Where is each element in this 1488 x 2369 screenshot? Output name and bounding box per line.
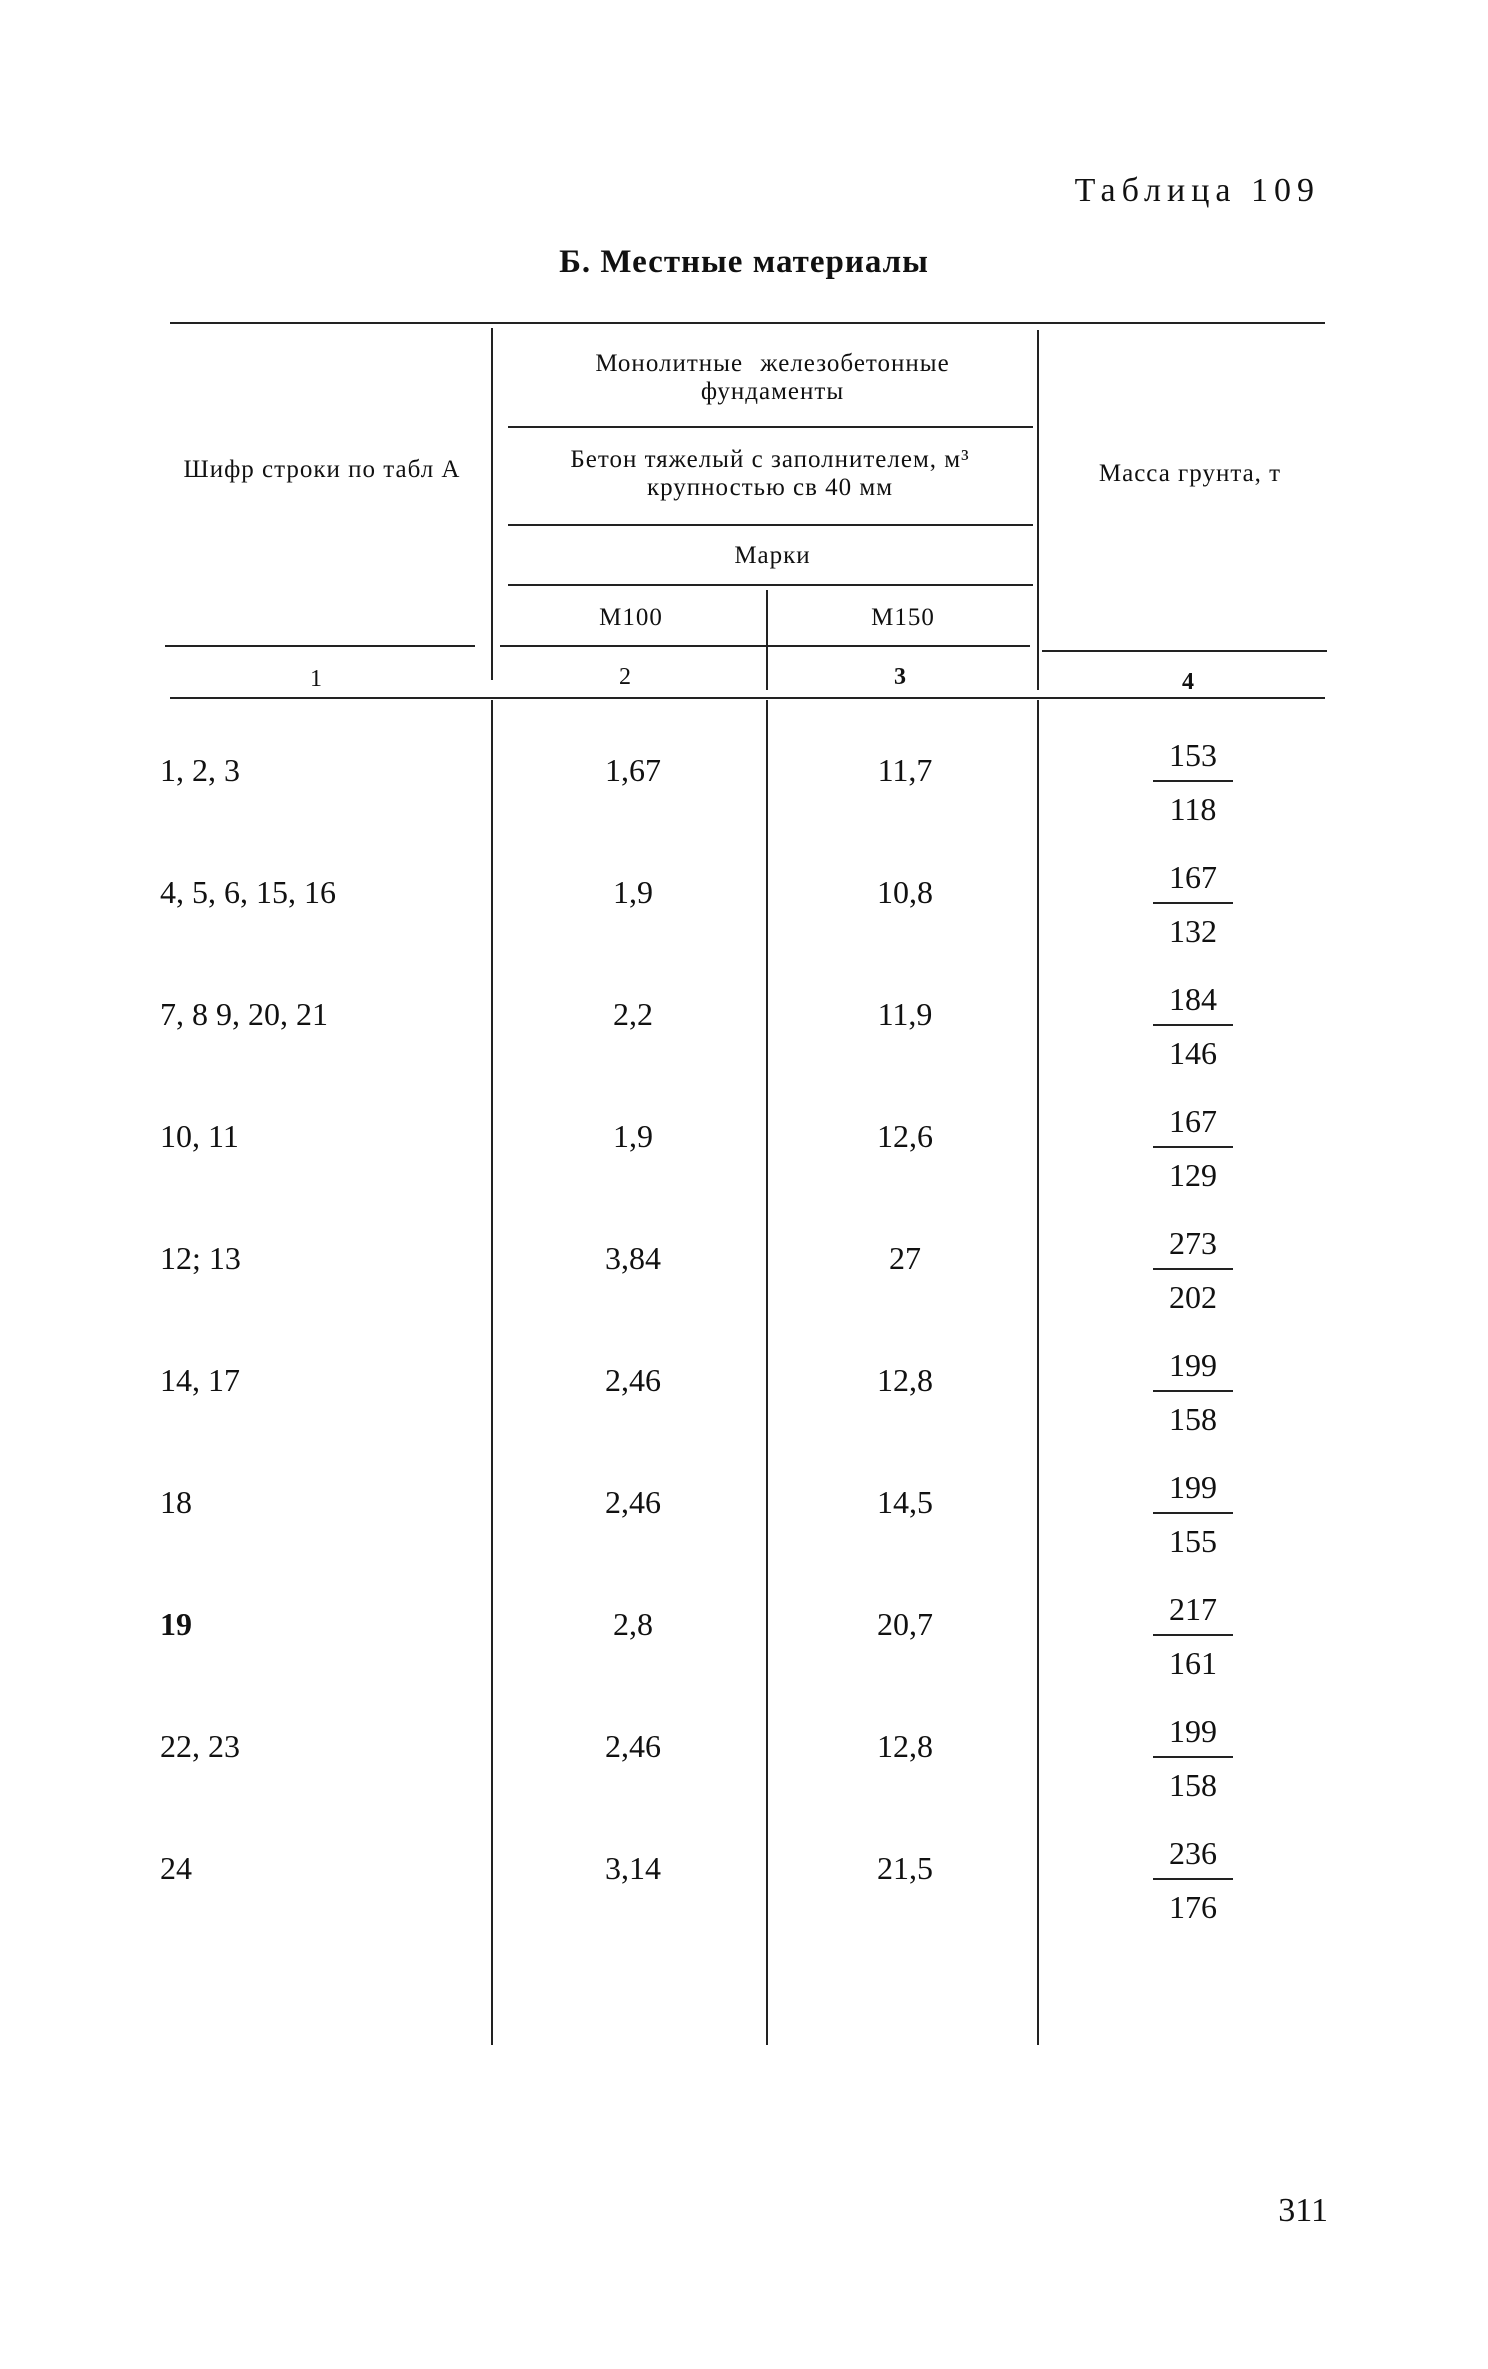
row-m150: 11,7	[877, 752, 933, 788]
row-code: 18	[160, 1484, 192, 1520]
row-m150: 12,6	[877, 1118, 933, 1154]
mass-numerator: 199	[1169, 1347, 1217, 1383]
row-m150: 12,8	[877, 1728, 933, 1764]
row-m150: 27	[889, 1240, 921, 1276]
header-grades: Марки	[734, 542, 811, 569]
row-m150: 12,8	[877, 1362, 933, 1398]
mass-denominator: 132	[1169, 913, 1217, 949]
header-code: Шифр строки по табл А	[183, 456, 461, 483]
header-concrete: Бетон тяжелый с заполнителем, м³ крупностью св 40 мм	[570, 446, 970, 501]
row-mass-fraction	[1128, 1348, 1258, 1436]
mass-numerator: 167	[1169, 859, 1217, 895]
row-mass-fraction	[1128, 1714, 1258, 1802]
mass-numerator: 184	[1169, 981, 1217, 1017]
mass-denominator: 202	[1169, 1279, 1217, 1315]
mass-denominator: 158	[1169, 1401, 1217, 1437]
page-number: 311	[1278, 2192, 1328, 2229]
row-mass-fraction	[1128, 860, 1258, 948]
row-m150: 21,5	[877, 1850, 933, 1886]
row-code: 10, 11	[160, 1118, 239, 1154]
row-code: 4, 5, 6, 15, 16	[160, 874, 336, 910]
column-number-2: 2	[619, 664, 631, 690]
row-mass-fraction	[1128, 1836, 1258, 1924]
row-m100: 2,46	[605, 1362, 661, 1398]
row-mass-fraction	[1128, 1104, 1258, 1192]
row-code: 22, 23	[160, 1728, 240, 1764]
mass-denominator: 118	[1169, 791, 1217, 827]
row-m100: 2,46	[605, 1728, 661, 1764]
row-mass-fraction	[1128, 1470, 1258, 1558]
row-code: 14, 17	[160, 1362, 240, 1398]
mass-denominator: 155	[1169, 1523, 1217, 1559]
row-code: 12; 13	[160, 1240, 241, 1276]
row-m100: 1,9	[613, 874, 653, 910]
mass-numerator: 153	[1169, 737, 1217, 773]
row-m100: 1,67	[605, 752, 661, 788]
row-code: 24	[160, 1850, 192, 1886]
row-m100: 2,2	[613, 996, 653, 1032]
row-m100: 2,46	[605, 1484, 661, 1520]
mass-denominator: 129	[1169, 1157, 1217, 1193]
mass-numerator: 167	[1169, 1103, 1217, 1139]
row-mass-fraction	[1128, 738, 1258, 826]
section-title: Б. Местные материалы	[559, 244, 929, 280]
mass-numerator: 199	[1169, 1713, 1217, 1749]
row-m100: 3,84	[605, 1240, 661, 1276]
row-m150: 14,5	[877, 1484, 933, 1520]
mass-denominator: 146	[1169, 1035, 1217, 1071]
row-mass-fraction	[1128, 982, 1258, 1070]
row-m100: 1,9	[613, 1118, 653, 1154]
header-mass: Масса грунта, т	[1098, 460, 1282, 487]
column-number-1: 1	[310, 666, 322, 692]
row-code: 7, 8 9, 20, 21	[160, 996, 328, 1032]
header-m150: М150	[871, 604, 935, 631]
row-m150: 11,9	[877, 996, 933, 1032]
row-m100: 2,8	[613, 1606, 653, 1642]
row-code: 19	[160, 1606, 192, 1642]
row-mass-fraction	[1128, 1226, 1258, 1314]
row-mass-fraction	[1128, 1592, 1258, 1680]
mass-numerator: 273	[1169, 1225, 1217, 1261]
header-m100: М100	[599, 604, 663, 631]
mass-denominator: 161	[1169, 1645, 1217, 1681]
row-m150: 10,8	[877, 874, 933, 910]
mass-denominator: 158	[1169, 1767, 1217, 1803]
column-number-4: 4	[1182, 669, 1194, 695]
column-number-3: 3	[894, 664, 906, 690]
row-m100: 3,14	[605, 1850, 661, 1886]
row-code: 1, 2, 3	[160, 752, 240, 788]
header-group: Монолитные железобетонные фундаменты	[595, 350, 950, 405]
mass-denominator: 176	[1169, 1889, 1217, 1925]
mass-numerator: 199	[1169, 1469, 1217, 1505]
row-m150: 20,7	[877, 1606, 933, 1642]
mass-numerator: 236	[1169, 1835, 1217, 1871]
mass-numerator: 217	[1169, 1591, 1217, 1627]
table-label: Таблица 109	[1074, 172, 1320, 209]
